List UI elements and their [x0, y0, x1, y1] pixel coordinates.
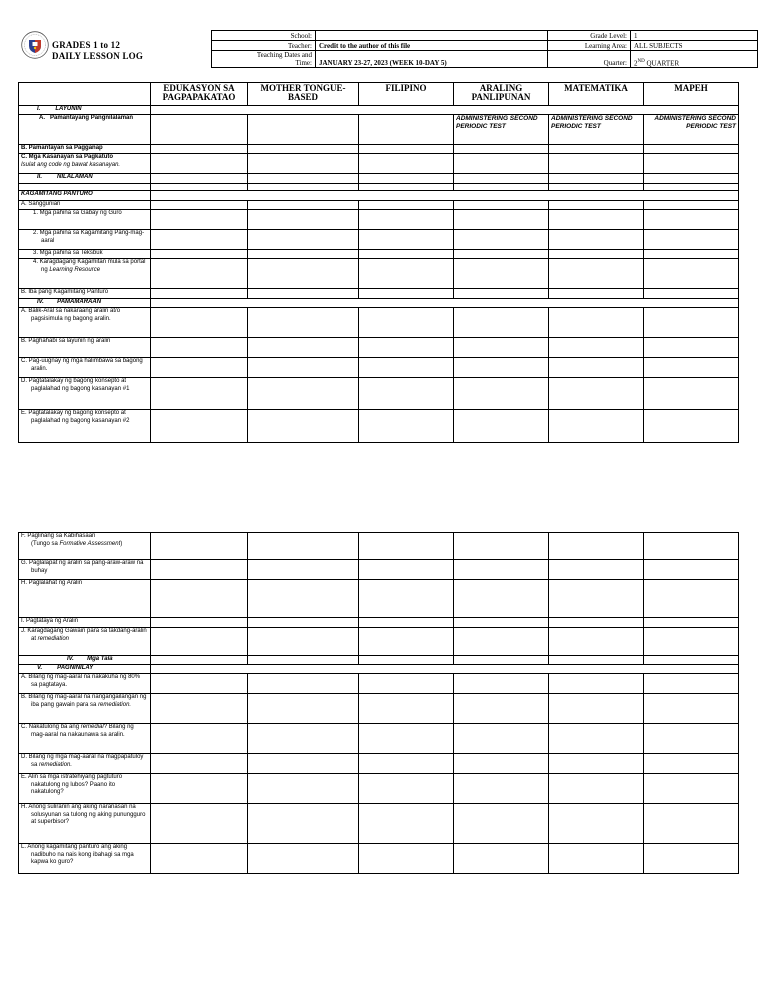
header-info-table [211, 30, 758, 68]
cell[interactable] [454, 754, 549, 774]
kagamitan-span-cell [151, 191, 739, 201]
cell[interactable] [151, 145, 248, 154]
gabay-label: 1. Mga pahina sa Gabay ng Guro [33, 210, 122, 216]
cell[interactable] [248, 674, 359, 694]
cell[interactable] [644, 259, 739, 289]
row-paglinang: F. Paglinang sa Kabihasaan (Tungo sa Formative Assessment) [19, 533, 151, 560]
row-karagdagang-gawain: J. Karagdagang Gawain para sa takdang-aralin at remediation [19, 628, 151, 656]
cell[interactable] [151, 230, 248, 250]
cell[interactable] [549, 358, 644, 378]
row-magpapatuloy: D. Bilang ng mga mag-aaral na magpapatuloy sa remediation. [19, 754, 151, 774]
cell[interactable] [549, 184, 644, 191]
cell[interactable] [549, 210, 644, 230]
cell[interactable] [359, 628, 454, 656]
cell[interactable] [549, 774, 644, 804]
col-header-mtb: MOTHER TONGUE-BASED [248, 83, 359, 106]
lesson-log-table-part-1 [18, 82, 739, 443]
cell[interactable] [644, 358, 739, 378]
cell[interactable] [248, 754, 359, 774]
row-mga-kasanayan [19, 154, 151, 174]
cell[interactable] [248, 580, 359, 618]
cell[interactable] [248, 174, 359, 184]
cell[interactable] [359, 201, 454, 210]
cell[interactable] [359, 560, 454, 580]
cell[interactable] [454, 230, 549, 250]
teaching-dates-value[interactable]: JANUARY 23-27, 2023 (WEEK 10-DAY 5) [316, 51, 548, 68]
cell[interactable] [359, 804, 454, 844]
cell[interactable] [151, 184, 248, 191]
col-header-ap: ARALING PANLIPUNAN [454, 83, 549, 106]
title-line-1: GRADES 1 to 12 [52, 40, 121, 50]
cell[interactable] [454, 184, 549, 191]
quarter-suffix: ND [637, 58, 645, 64]
cell[interactable] [359, 754, 454, 774]
cell[interactable] [644, 210, 739, 230]
cell[interactable] [454, 410, 549, 443]
quarter-label: Quarter: [548, 51, 631, 68]
cell[interactable] [151, 115, 248, 145]
row-kasanayan-2 [19, 410, 151, 443]
school-label: School: [212, 31, 316, 41]
cell[interactable] [248, 724, 359, 754]
cell[interactable] [549, 338, 644, 358]
cell[interactable] [359, 154, 454, 174]
cell[interactable] [454, 145, 549, 154]
cell[interactable] [549, 754, 644, 774]
document-title [52, 40, 143, 62]
cell[interactable] [151, 154, 248, 174]
bilang-80-label: A. Bilang ng mag-aaral na nakakuha ng 80% sa pagtataya. [21, 674, 141, 688]
kasanayan-2-label: E. Pagtatalakay ng bagong konsepto at paglalahad ng bagong kasanayan #2 [21, 410, 130, 424]
cell[interactable] [359, 844, 454, 874]
row-balik-aral [19, 308, 151, 338]
learning-area-label: Learning Area: [548, 41, 631, 51]
cell[interactable] [248, 184, 359, 191]
cell[interactable] [248, 338, 359, 358]
cell[interactable] [248, 656, 359, 665]
cell[interactable] [644, 656, 739, 665]
cell[interactable] [151, 674, 248, 694]
cell[interactable] [248, 250, 359, 259]
cell[interactable] [454, 656, 549, 665]
cell[interactable] [248, 618, 359, 628]
teaching-dates-label-line2: Time: [295, 59, 312, 67]
cell[interactable] [549, 250, 644, 259]
cell[interactable] [644, 724, 739, 754]
cell[interactable] [549, 410, 644, 443]
row-nakatulong-remedial: C. Nakatulong ba ang remedial? Bilang ng mag-aaral na nakaunawa sa aralin. [19, 724, 151, 754]
row-iba-pang-kagamitan: B. Iba pang Kagamitang Panturo [19, 289, 151, 299]
cell[interactable] [644, 560, 739, 580]
cell[interactable] [454, 174, 549, 184]
row-sanggunian: A. Sanggunian [19, 201, 151, 210]
suliranin-label: H. Anong suliranin ang aking naranasan na solusyunan sa tulong ng aking punungguro at superbisor? [21, 804, 146, 825]
pamamaraan-span-cell [151, 299, 739, 308]
paglalahat-label: H. Paglalahat ng Aralin [21, 580, 83, 586]
cell[interactable] [359, 618, 454, 628]
cell[interactable] [248, 259, 359, 289]
cell[interactable] [359, 250, 454, 259]
cell[interactable] [151, 259, 248, 289]
cell[interactable] [359, 174, 454, 184]
cell[interactable] [549, 201, 644, 210]
cell[interactable] [644, 844, 739, 874]
cell[interactable] [248, 560, 359, 580]
cell[interactable] [359, 210, 454, 230]
row-bilang-remediation: B. Bilang ng mag-aaral na nangangailangan ng iba pang gawain para sa remediation. [19, 694, 151, 724]
grade-level-value[interactable]: 1 [631, 31, 758, 41]
cell[interactable] [151, 289, 248, 299]
cell[interactable] [549, 674, 644, 694]
cell[interactable] [151, 804, 248, 844]
teaching-dates-label [212, 51, 316, 68]
cell[interactable] [549, 656, 644, 665]
lesson-log-table-part-2 [18, 532, 739, 874]
cell[interactable] [454, 628, 549, 656]
corner-cell [19, 83, 151, 106]
cell[interactable] [248, 115, 359, 145]
cell[interactable] [454, 250, 549, 259]
kasanayan-1-label: D. Pagtatalakay ng bagong konsepto at paglalahad ng bagong kasanayan #1 [21, 378, 130, 392]
cell[interactable] [248, 308, 359, 338]
row-paglalahat [19, 580, 151, 618]
cell[interactable] [454, 259, 549, 289]
cell[interactable] [359, 674, 454, 694]
cell[interactable] [248, 804, 359, 844]
cell[interactable] [359, 656, 454, 665]
cell[interactable] [644, 674, 739, 694]
cell[interactable] [549, 804, 644, 844]
cell[interactable] [549, 580, 644, 618]
cell[interactable] [151, 628, 248, 656]
row-learning-resource: 4. Karagdagang Kagamitan mula sa portal ng Learning Resource [19, 259, 151, 289]
cell[interactable] [151, 201, 248, 210]
cell[interactable] [151, 308, 248, 338]
cell[interactable] [549, 628, 644, 656]
cell[interactable] [644, 774, 739, 804]
nadibuho-label: L. Anong kagamitang panturo ang aking nadibuho na nais kong ibahagi sa mga kapwa ko guro? [21, 844, 134, 865]
cell[interactable] [359, 115, 454, 145]
paghahabi-label: B. Paghahabi sa layunin ng aralin [21, 338, 111, 344]
grade-level-label: Grade Level: [548, 31, 631, 41]
test-note-mapeh: ADMINISTERING SECOND PERIODIC TEST [644, 115, 739, 145]
row-pamantayang-pangnilalaman: A. Pamantayang Pangnilalaman [19, 115, 151, 145]
cell[interactable] [151, 533, 248, 560]
cell[interactable] [359, 533, 454, 560]
cell[interactable] [549, 844, 644, 874]
cell[interactable] [454, 724, 549, 754]
cell[interactable] [359, 724, 454, 754]
cell[interactable] [359, 378, 454, 410]
kasanayan-note: Isulat ang code ng bawat kasanayan. [21, 161, 121, 168]
row-pamantayan-sa-pagganap: B. Pamantayan sa Pagganap [19, 145, 151, 154]
row-paghahabi [19, 338, 151, 358]
paglalapat-label: G. Paglalapat ng aralin sa pang-araw-araw na buhay [21, 560, 144, 574]
quarter-word: QUARTER [644, 59, 680, 67]
cell[interactable] [359, 308, 454, 338]
pagninilay-span-cell [151, 665, 739, 674]
cell[interactable] [248, 774, 359, 804]
cell[interactable] [248, 154, 359, 174]
cell[interactable] [359, 580, 454, 618]
teacher-label: Teacher: [212, 41, 316, 51]
cell[interactable] [359, 259, 454, 289]
row-gabay-ng-guro [19, 210, 151, 230]
cell[interactable] [644, 628, 739, 656]
cell[interactable] [644, 230, 739, 250]
row-pag-uugnay [19, 358, 151, 378]
cell[interactable] [359, 410, 454, 443]
teacher-value[interactable]: Credit to the author of this file [316, 41, 548, 51]
cell[interactable] [151, 358, 248, 378]
cell[interactable] [359, 184, 454, 191]
cell[interactable] [151, 410, 248, 443]
spacer-cell [19, 184, 151, 191]
cell[interactable] [151, 724, 248, 754]
cell[interactable] [248, 358, 359, 378]
pag-uugnay-label: C. Pag-uugnay ng mga halimbawa sa bagong aralin. [21, 358, 143, 372]
cell[interactable] [644, 308, 739, 338]
section-mga-tala: IV. Mga Tala [19, 656, 151, 665]
cell[interactable] [549, 308, 644, 338]
cell[interactable] [454, 618, 549, 628]
cell[interactable] [454, 694, 549, 724]
cell[interactable] [644, 694, 739, 724]
test-note-matematika: ADMINISTERING SECOND PERIODIC TEST [549, 115, 644, 145]
cell[interactable] [549, 259, 644, 289]
cell[interactable] [549, 533, 644, 560]
cell[interactable] [549, 174, 644, 184]
cell[interactable] [359, 230, 454, 250]
cell[interactable] [644, 338, 739, 358]
cell[interactable] [248, 533, 359, 560]
cell[interactable] [359, 145, 454, 154]
cell[interactable] [644, 201, 739, 210]
cell[interactable] [151, 694, 248, 724]
row-istratehiya [19, 774, 151, 804]
cell[interactable] [644, 145, 739, 154]
cell[interactable] [454, 560, 549, 580]
cell[interactable] [454, 804, 549, 844]
cell[interactable] [644, 154, 739, 174]
cell[interactable] [644, 754, 739, 774]
cell[interactable] [549, 145, 644, 154]
cell[interactable] [644, 804, 739, 844]
row-bilang-80 [19, 674, 151, 694]
cell[interactable] [151, 618, 248, 628]
quarter-value[interactable] [631, 51, 758, 68]
cell[interactable] [359, 338, 454, 358]
cell[interactable] [248, 844, 359, 874]
cell[interactable] [151, 560, 248, 580]
cell[interactable] [248, 230, 359, 250]
cell[interactable] [454, 201, 549, 210]
cell[interactable] [549, 560, 644, 580]
cell[interactable] [644, 184, 739, 191]
cell[interactable] [359, 694, 454, 724]
balik-aral-label: A. Balik-Aral sa nakaraang aralin at/o pagsisimula ng bagong aralin. [21, 308, 121, 322]
row-paglalapat [19, 560, 151, 580]
cell[interactable] [248, 201, 359, 210]
title-line-2: DAILY LESSON LOG [52, 51, 144, 61]
cell[interactable] [248, 694, 359, 724]
cell[interactable] [549, 154, 644, 174]
section-kagamitang-panturo: KAGAMITANG PANTURO [19, 191, 151, 201]
section-pamamaraan: IV. PAMAMARAAN [19, 299, 151, 308]
quarter-number: 2 [634, 59, 638, 67]
kasanayan-label: C. Mga Kasanayan sa Pagkatuto [21, 154, 114, 160]
row-suliranin [19, 804, 151, 844]
cell[interactable] [454, 378, 549, 410]
section-layunin: I. LAYUNIN [19, 106, 151, 115]
cell[interactable] [359, 289, 454, 299]
cell[interactable] [454, 844, 549, 874]
kagamitang-label: 2. Mga pahina sa Kagamitang Pang-mag-aaral [33, 230, 145, 244]
istratehiya-label: E. Alin sa mga istratehiyang pagtuturo nakatulong ng lubos? Paano ito nakatulong? [21, 774, 123, 795]
cell[interactable] [454, 533, 549, 560]
cell[interactable] [644, 410, 739, 443]
cell[interactable] [248, 410, 359, 443]
cell[interactable] [644, 174, 739, 184]
teaching-dates-label-line1: Teaching Dates and [256, 51, 312, 59]
cell[interactable] [151, 378, 248, 410]
cell[interactable] [454, 289, 549, 299]
row-kagamitang-pang-mag-aaral [19, 230, 151, 250]
row-teksbuk [19, 250, 151, 259]
section-pagninilay: V. PAGNINILAY [19, 665, 151, 674]
cell[interactable] [549, 378, 644, 410]
cell[interactable] [454, 308, 549, 338]
cell[interactable] [549, 289, 644, 299]
cell[interactable] [454, 154, 549, 174]
cell[interactable] [248, 145, 359, 154]
cell[interactable] [454, 774, 549, 804]
learning-area-value[interactable]: ALL SUBJECTS [631, 41, 758, 51]
col-header-matematika: MATEMATIKA [549, 83, 644, 106]
cell[interactable] [549, 724, 644, 754]
cell[interactable] [151, 754, 248, 774]
cell[interactable] [151, 844, 248, 874]
cell[interactable] [151, 338, 248, 358]
cell[interactable] [151, 250, 248, 259]
cell[interactable] [248, 289, 359, 299]
pagtataya-label: I. Pagtataya ng Aralin [21, 618, 79, 624]
cell[interactable] [248, 378, 359, 410]
cell[interactable] [248, 210, 359, 230]
cell[interactable] [644, 533, 739, 560]
test-note-ap: ADMINISTERING SECOND PERIODIC TEST [454, 115, 549, 145]
cell[interactable] [151, 580, 248, 618]
cell[interactable] [454, 358, 549, 378]
row-pagtataya [19, 618, 151, 628]
cell[interactable] [248, 628, 359, 656]
cell[interactable] [359, 358, 454, 378]
col-header-mapeh: MAPEH [644, 83, 739, 106]
school-value[interactable] [316, 31, 548, 41]
section-nilalaman: II. NILALAMAN [19, 174, 151, 184]
cell[interactable] [644, 580, 739, 618]
deped-seal-icon [21, 31, 49, 59]
cell[interactable] [454, 580, 549, 618]
col-header-esp: EDUKASYON SA PAGPAPAKATAO [151, 83, 248, 106]
cell[interactable] [359, 774, 454, 804]
layunin-span-cell [151, 106, 739, 115]
teksbuk-label: 3. Mga pahina sa Teksbuk [33, 250, 103, 256]
cell[interactable] [549, 230, 644, 250]
cell[interactable] [454, 674, 549, 694]
cell[interactable] [151, 656, 248, 665]
cell[interactable] [151, 174, 248, 184]
cell[interactable] [454, 210, 549, 230]
cell[interactable] [644, 289, 739, 299]
row-kagamitang-nadibuho [19, 844, 151, 874]
cell[interactable] [549, 618, 644, 628]
cell[interactable] [151, 774, 248, 804]
col-header-filipino: FILIPINO [359, 83, 454, 106]
row-kasanayan-1 [19, 378, 151, 410]
cell[interactable] [151, 210, 248, 230]
cell[interactable] [644, 378, 739, 410]
cell[interactable] [644, 250, 739, 259]
cell[interactable] [549, 694, 644, 724]
cell[interactable] [454, 338, 549, 358]
cell[interactable] [644, 618, 739, 628]
